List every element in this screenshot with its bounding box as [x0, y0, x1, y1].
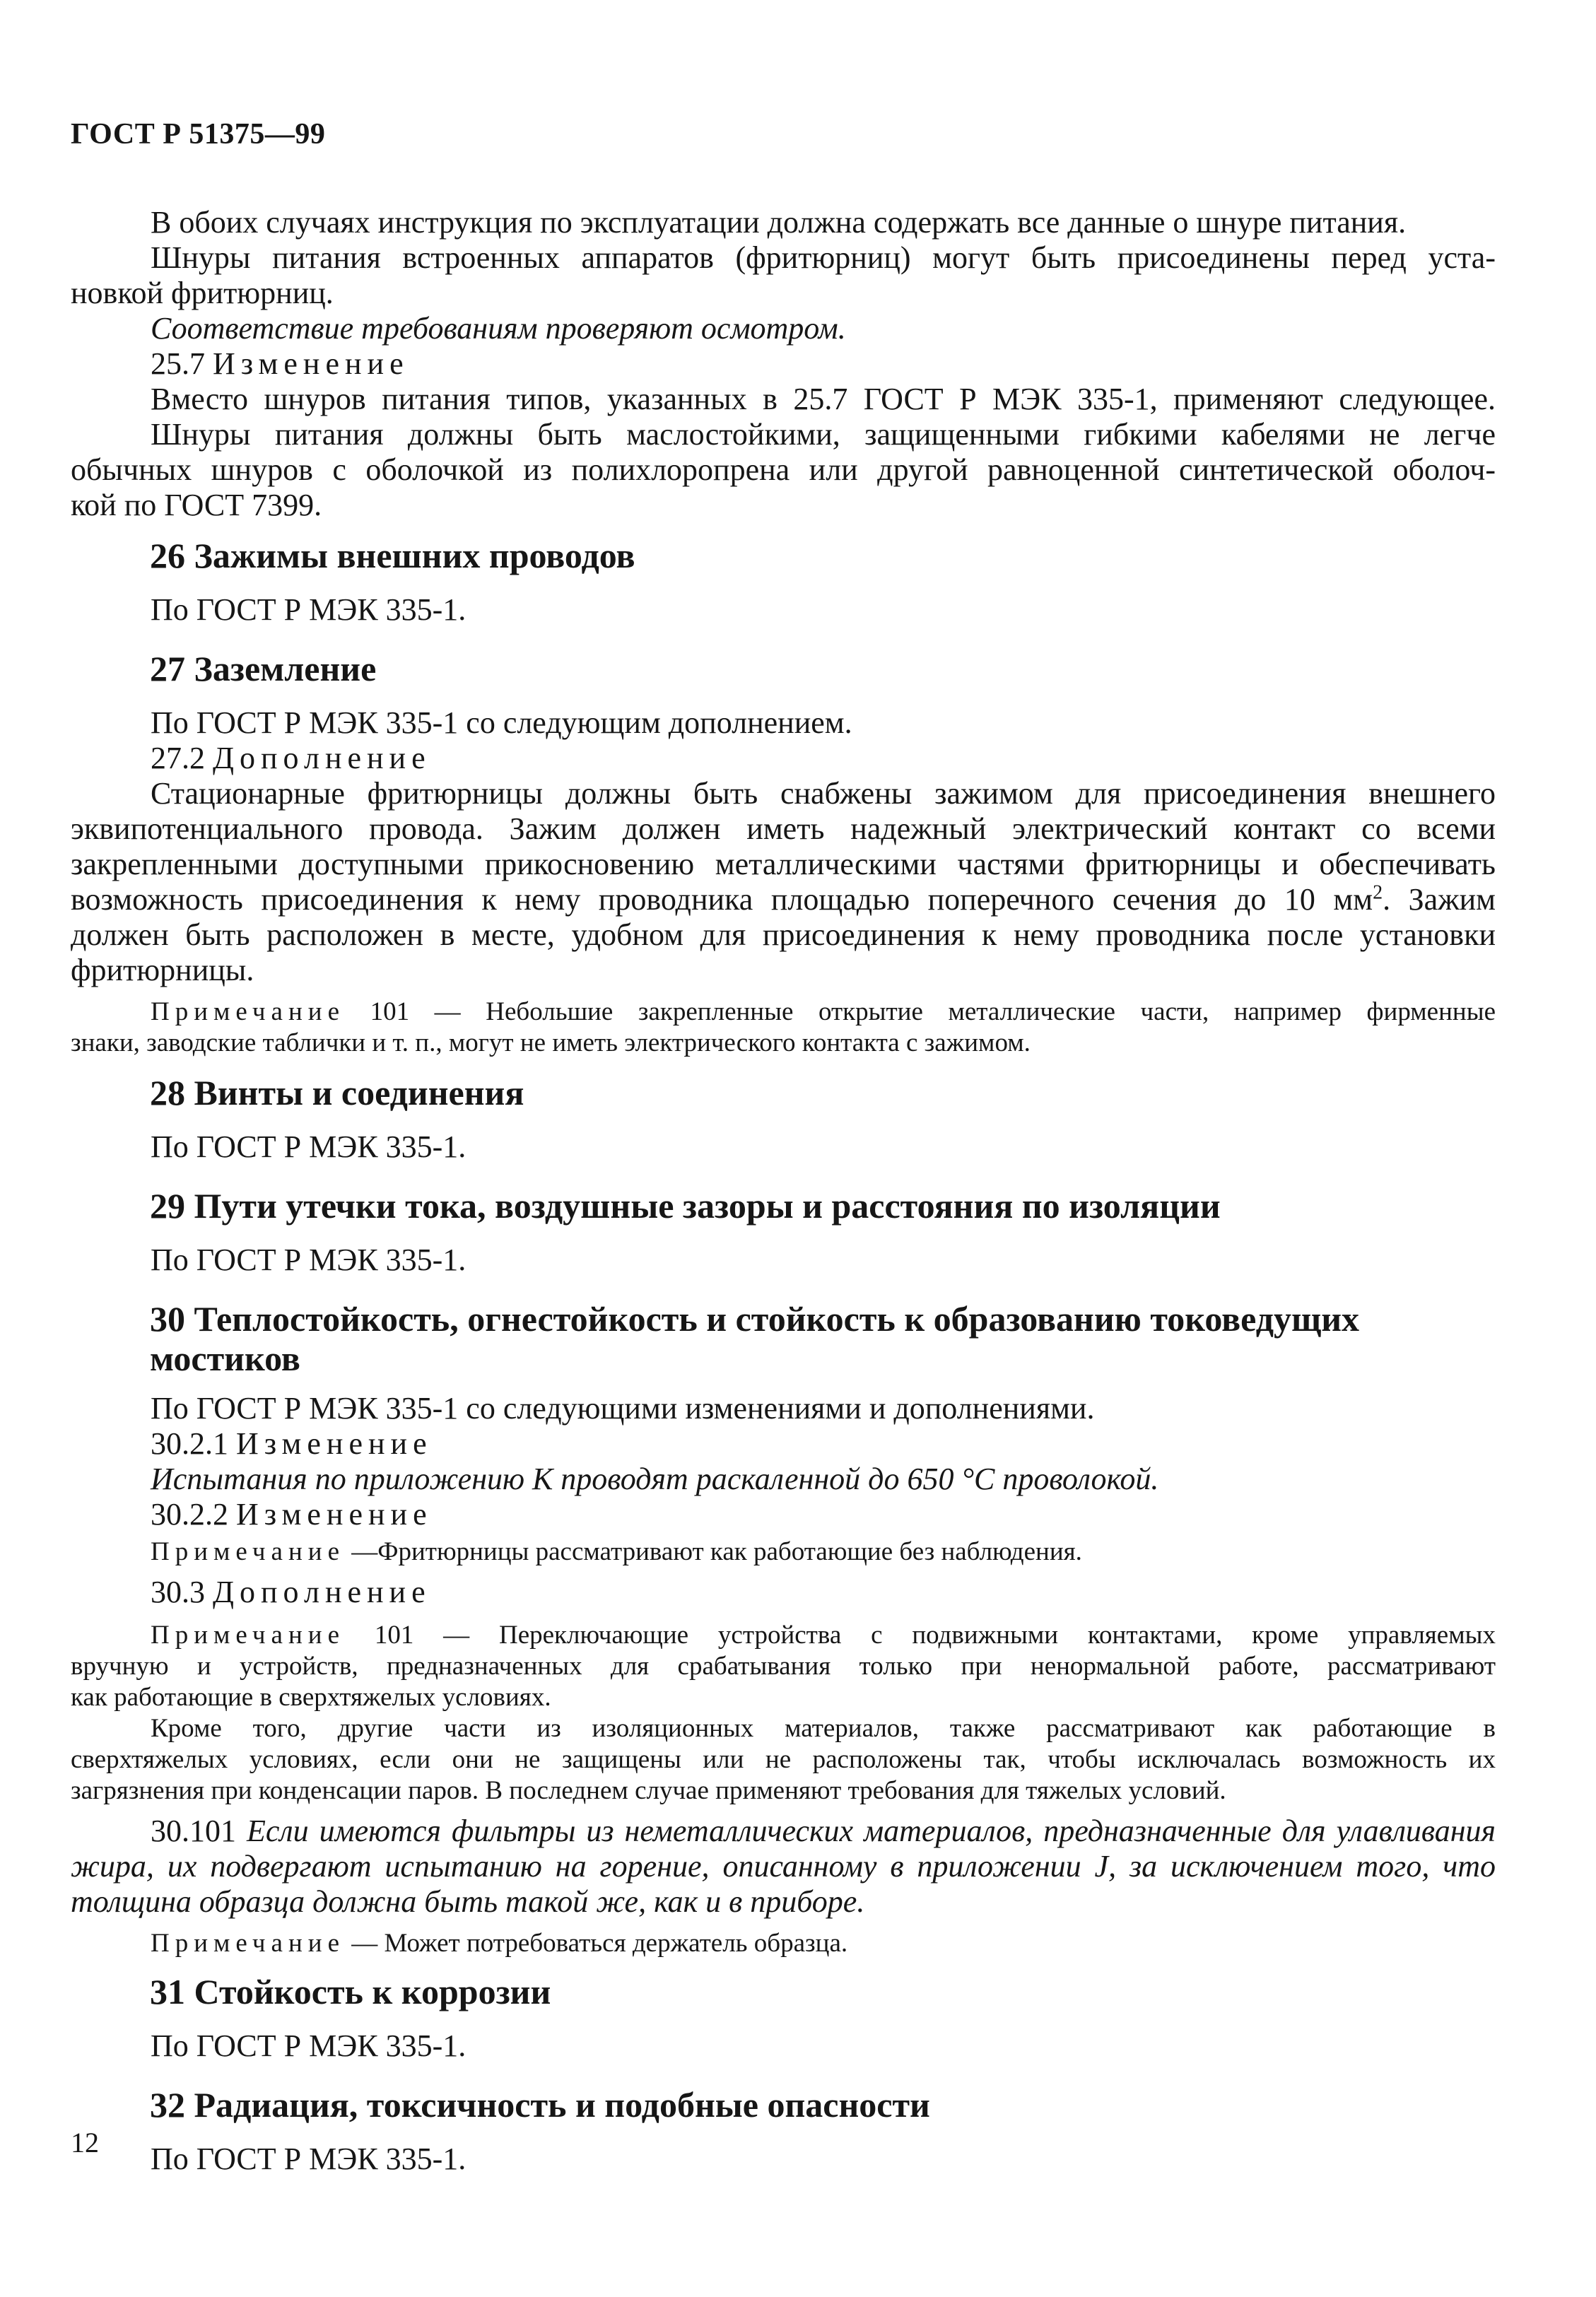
section-28-heading: 28 Винты и соединения: [150, 1073, 524, 1112]
document-header-id: ГОСТ Р 51375—99: [71, 118, 326, 151]
page-number: 12: [71, 2127, 99, 2158]
clause-type-word: Дополнение: [213, 741, 431, 775]
note-insulation-line3: загрязнения при конденсации паров. В последнем случае применяют требования для тяжелых условий.: [71, 1776, 1226, 1805]
section-30-heading-line1: 30 Теплостойкость, огнестойкость и стойкость к образованию токоведущих: [150, 1299, 1360, 1339]
section-29-heading: 29 Пути утечки тока, воздушные зазоры и расстояния по изоляции: [150, 1186, 1221, 1226]
clause-30-2-2-label: [71, 1497, 1496, 1532]
paragraph-instructions: В обоих случаях инструкция по эксплуатации должна содержать все данные о шнуре питания.: [151, 205, 1407, 240]
clause-30-3-label: [71, 1575, 1496, 1610]
compliance-check-text: Соответствие требованиям проверяют осмотром.: [151, 311, 846, 346]
clause-25-7-label: [71, 346, 1496, 382]
note-word: Примечание: [151, 997, 345, 1026]
note-word: Примечание: [151, 1537, 345, 1566]
paragraph-oilresist-line2: обычных шнуров с оболочкой из полихлоропрена или другой равноценной синтетической оболоч-: [71, 452, 1496, 487]
section-26-text: По ГОСТ Р МЭК 335-1.: [151, 592, 467, 627]
clause-number: 30.101: [151, 1814, 236, 1848]
clause-type-word: Изменение: [236, 1426, 433, 1461]
paragraph-terminal-line2: эквипотенциального провода. Зажим должен иметь надежный электрический контакт со всеми: [71, 811, 1496, 846]
section-32-heading: 32 Радиация, токсичность и подобные опасности: [150, 2085, 930, 2125]
test-instruction-text: Испытания по приложению К проводят раскаленной до 650 °С проволокой.: [151, 1462, 1159, 1496]
clause-number: 27.2: [151, 741, 205, 775]
note-insulation-line1: Кроме того, другие части из изоляционных материалов, также рассматривают как работающие в: [151, 1714, 1496, 1743]
paragraph-builtin-line2: новкой фритюрниц.: [71, 276, 334, 310]
clause-30-101-line3: толщина образца должна быть такой же, как и в приборе.: [71, 1884, 865, 1919]
paragraph-terminal-line3: закрепленными доступными прикосновению металлическими частями фритюрницы и обеспечивать: [71, 847, 1496, 881]
note-text: — Может потребоваться держатель образца.: [345, 1929, 848, 1958]
note-switching-line2: вручную и устройств, предназначенных для срабатывания только при ненормальной работе, рассматривают: [71, 1652, 1496, 1681]
section-31-text: По ГОСТ Р МЭК 335-1.: [151, 2028, 467, 2063]
clause-number: 30.3: [151, 1575, 205, 1609]
note-specimen-holder: [71, 1928, 1496, 1959]
paragraph-terminal-line1: Стационарные фритюрницы должны быть снабжены зажимом для присоединения внешнего: [151, 776, 1496, 811]
clause-type-word: Изменение: [236, 1497, 433, 1532]
clause-number: 30.2.1: [151, 1426, 228, 1461]
clause-30-101-line1: [71, 1814, 1496, 1849]
section-29-text: По ГОСТ Р МЭК 335-1.: [151, 1243, 467, 1277]
paragraph-terminal-line4: [71, 882, 1496, 917]
paragraph-terminal-line5: должен быть расположен в месте, удобном для присоединения к нему проводника после установки: [71, 917, 1496, 952]
section-27-text: По ГОСТ Р МЭК 335-1 со следующим дополнением.: [151, 705, 852, 740]
text-run: . Зажим: [1383, 882, 1496, 917]
clause-type-word: Изменение: [213, 346, 409, 381]
note-word: Примечание: [151, 1929, 345, 1958]
paragraph-terminal-line6: фритюрницы.: [71, 953, 254, 987]
section-30-heading-line2: мостиков: [150, 1339, 300, 1378]
note-switching-line3: как работающие в сверхтяжелых условиях.: [71, 1683, 551, 1712]
clause-30-2-1-label: [71, 1426, 1496, 1462]
clause-type-word: Дополнение: [213, 1575, 431, 1609]
note-word: Примечание: [151, 1621, 345, 1650]
note-switching-line1: [71, 1620, 1496, 1651]
section-28-text: По ГОСТ Р МЭК 335-1.: [151, 1129, 467, 1164]
clause-number: 30.2.2: [151, 1497, 228, 1532]
note-unattended: [71, 1537, 1496, 1568]
note-text: 101 — Небольшие закрепленные открытие металлические части, например фирменные: [345, 997, 1496, 1026]
section-27-heading: 27 Заземление: [150, 649, 377, 688]
paragraph-oilresist-line1: Шнуры питания должны быть маслостойкими, защищенными гибкими кабелями не легче: [151, 417, 1496, 452]
section-26-heading: 26 Зажимы внешних проводов: [150, 536, 635, 575]
clause-30-101-line2: жира, их подвергают испытанию на горение, описанному в приложении J, за исключением того, что: [71, 1849, 1496, 1884]
paragraph-cords-line1: Вместо шнуров питания типов, указанных в 25.7 ГОСТ Р МЭК 335-1, применяют следующее.: [151, 382, 1496, 416]
clause-number: 25.7: [151, 346, 205, 381]
text-run: возможность присоединения к нему проводника площадью поперечного сечения до 10 мм: [71, 882, 1373, 917]
note-text: 101 — Переключающие устройства с подвижными контактами, кроме управляемых: [345, 1621, 1496, 1650]
clause-27-2-label: [71, 741, 1496, 776]
paragraph-oilresist-line3: кой по ГОСТ 7399.: [71, 488, 322, 522]
note-101-line1: [71, 997, 1496, 1028]
section-32-text: По ГОСТ Р МЭК 335-1.: [151, 2142, 467, 2176]
clause-text: Если имеются фильтры из неметаллических материалов, предназначенные для улавливания: [247, 1814, 1496, 1848]
paragraph-builtin-line1: Шнуры питания встроенных аппаратов (фритюрниц) могут быть присоединены перед уста-: [151, 240, 1496, 275]
note-insulation-line2: сверхтяжелых условиях, если они не защищены или не расположены так, чтобы исключалась возможность их: [71, 1745, 1496, 1774]
section-31-heading: 31 Стойкость к коррозии: [150, 1972, 551, 2011]
section-30-text: По ГОСТ Р МЭК 335-1 со следующими изменениями и дополнениями.: [151, 1391, 1095, 1426]
note-text: —Фритюрницы рассматривают как работающие без наблюдения.: [345, 1537, 1082, 1566]
superscript-2: 2: [1373, 881, 1383, 904]
note-101-line2: знаки, заводские таблички и т. п., могут не иметь электрического контакта с зажимом.: [71, 1028, 1031, 1057]
